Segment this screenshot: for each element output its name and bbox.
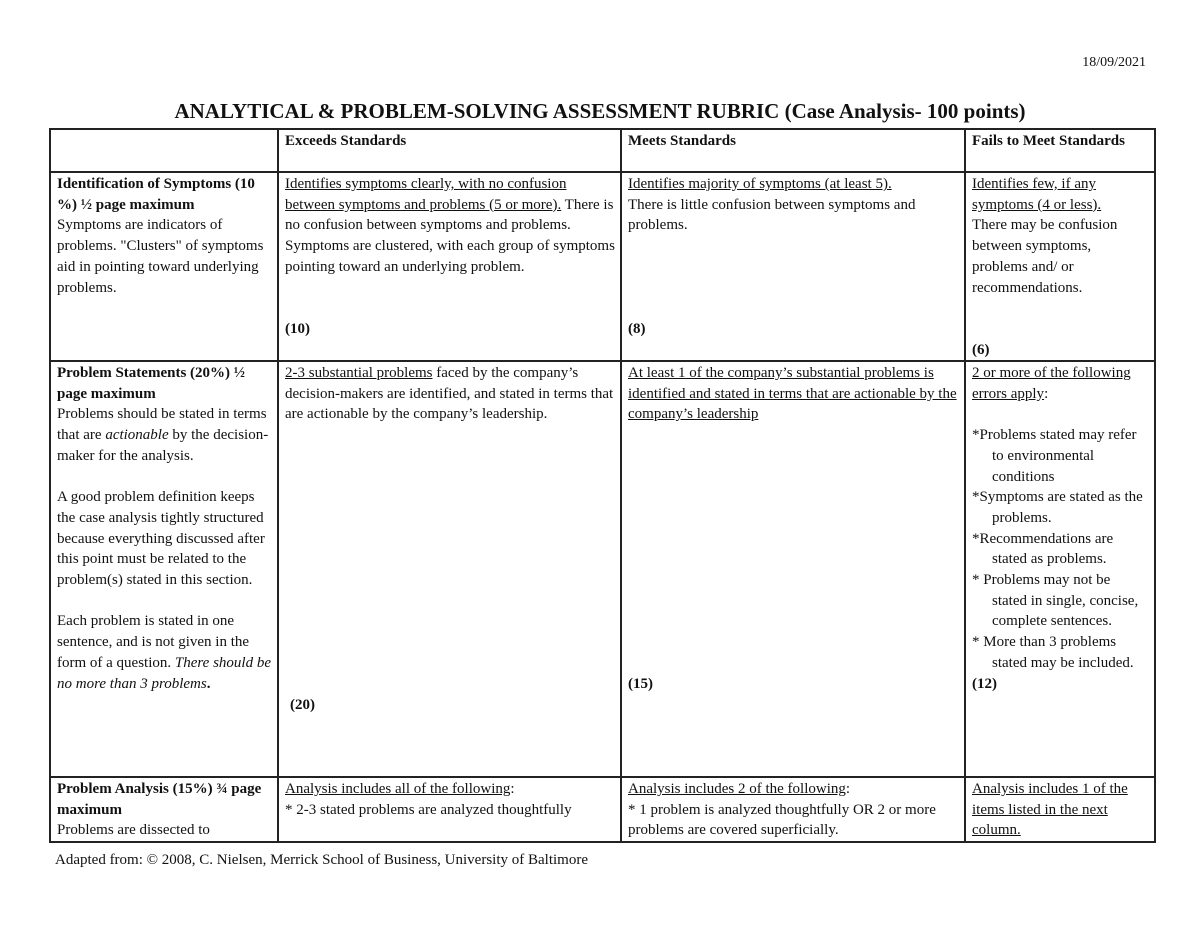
table-row	[50, 777, 1155, 842]
fails-cell: 2 or more of the following errors apply: *Problems stated may refer to environmental conditions *Symptoms are stated as the problems. *Recommendations are stated as problems. * Problems may not be stated in single, concise, complete sentences. * More than 3 problems stated may be included. (12)	[965, 361, 1155, 777]
criterion-cell	[50, 777, 278, 842]
fails-cell	[965, 172, 1155, 361]
exceeds-text: There is no confusion between symptoms and problems. Symptoms are clustered, with each group of symptoms pointing toward an underlying problem.	[285, 196, 615, 275]
exceeds-cell: Analysis includes all of the following: * 2-3 stated problems are analyzed thoughtfully	[278, 777, 621, 842]
meets-cell	[621, 361, 965, 777]
fails-underlined: 2 or more of the following errors apply	[972, 365, 1131, 402]
list-item: *Recommendations are stated as problems.	[972, 530, 1114, 568]
list-item: * Problems may not be stated in single, concise, complete sentences.	[972, 572, 1139, 630]
exceeds-text: faced by the company’s decision-makers are identified, and stated in terms that are actionable by the company’s leadership.	[285, 365, 614, 423]
criterion-title: Identification of Symptoms (10 %) ½ page maximum	[57, 176, 255, 213]
meets-text: * 1 problem is analyzed thoughtfully OR 2 or more problems are covered superficially.	[628, 801, 936, 839]
criterion-description: Symptoms are indicators of problems. "Clusters" of symptoms aid in pointing toward underlying problems.	[57, 217, 264, 296]
points-label: (8)	[628, 321, 646, 337]
meets-underlined: Identifies majority of symptoms (at least 5).	[628, 176, 892, 192]
meets-underlined: At least 1 of the company’s substantial problems is identified and stated in terms that are actionable by the company’s leadership	[628, 365, 957, 423]
column-header-meets: Meets Standards	[621, 129, 965, 172]
table-row	[50, 172, 1155, 361]
list-item: *Problems stated may refer to environmental conditions	[972, 427, 1137, 485]
column-header-criteria	[50, 129, 278, 172]
list-item: *Symptoms are stated as the problems.	[972, 489, 1143, 526]
points-label: (10)	[285, 321, 310, 337]
fails-text: There may be confusion between symptoms, problems and/ or recommendations.	[972, 217, 1118, 296]
column-header-fails: Fails to Meet Standards	[965, 129, 1155, 172]
rubric-table	[49, 128, 1156, 843]
table-row	[50, 361, 1155, 777]
points-label: (15)	[628, 676, 653, 692]
meets-text: There is little confusion between symptoms and problems.	[628, 196, 916, 234]
criterion-paragraph: Problems should be stated in terms that are actionable by the decision-maker for the analysis.	[57, 406, 269, 464]
footer-attribution: Adapted from: © 2008, C. Nielsen, Merrick School of Business, University of Baltimore	[55, 852, 588, 868]
meets-underlined: Analysis includes 2 of the following	[628, 781, 846, 797]
fails-cell	[965, 777, 1155, 842]
points-label: (12)	[972, 675, 997, 692]
document-date: 18/09/2021	[1082, 55, 1146, 70]
points-label: (20)	[290, 697, 315, 713]
exceeds-underlined: Identifies symptoms clearly, with no confusion between symptoms and problems (5 or more).	[285, 176, 567, 213]
criterion-cell	[50, 361, 278, 777]
column-header-exceeds: Exceeds Standards	[278, 129, 621, 172]
criterion-cell	[50, 172, 278, 361]
criterion-description: Problems are dissected to	[57, 822, 210, 839]
fails-underlined: Analysis includes 1 of the items listed in the next column.	[972, 781, 1128, 839]
meets-cell	[621, 172, 965, 361]
exceeds-cell	[278, 361, 621, 777]
criterion-paragraph: Each problem is stated in one sentence, and is not given in the form of a question. There should be no more than 3 problems.	[57, 613, 271, 692]
document-title: ANALYTICAL & PROBLEM-SOLVING ASSESSMENT RUBRIC (Case Analysis- 100 points)	[174, 99, 1026, 123]
list-item: * More than 3 problems stated may be included.	[972, 634, 1134, 671]
exceeds-underlined: 2-3 substantial problems	[285, 365, 433, 381]
exceeds-underlined: Analysis includes all of the following	[285, 781, 511, 797]
table-header-row	[50, 129, 1155, 172]
criterion-title: Problem Analysis (15%) ¾ page maximum	[57, 781, 262, 818]
criterion-paragraph: A good problem definition keeps the case analysis tightly structured because everything discussed after this point must be related to the problem(s) stated in this section.	[57, 489, 265, 589]
exceeds-text: * 2-3 stated problems are analyzed thoughtfully	[285, 801, 572, 818]
fails-underlined: Identifies few, if any symptoms (4 or less).	[972, 176, 1102, 213]
exceeds-cell	[278, 172, 621, 361]
meets-cell: Analysis includes 2 of the following: * 1 problem is analyzed thoughtfully OR 2 or more problems are covered superficially.	[621, 777, 965, 842]
criterion-title: Problem Statements (20%) ½ page maximum	[57, 365, 246, 402]
points-label: (6)	[972, 342, 990, 358]
